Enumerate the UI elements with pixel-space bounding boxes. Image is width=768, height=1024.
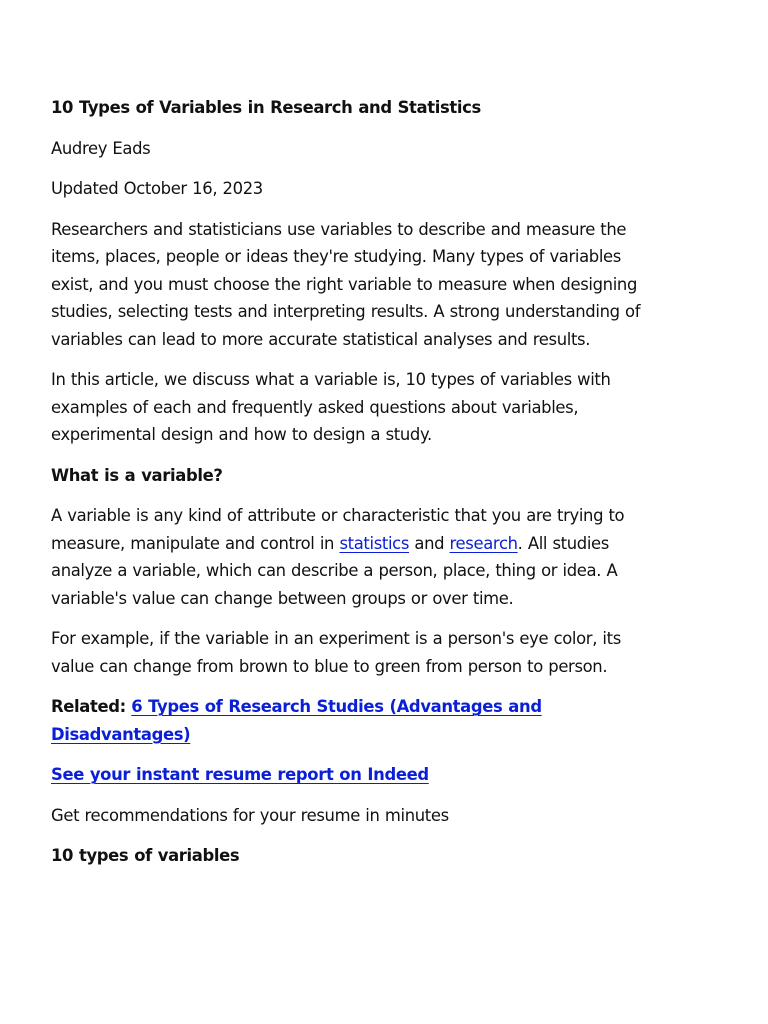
statistics-link[interactable]: statistics [339,533,410,553]
definition-text-after: . All studies analyze a variable, which can describe a person, place, thing or idea. A variable's value can change between groups or over time. [51,533,618,608]
research-link[interactable]: research [449,533,518,553]
definition-text-before: A variable is any kind of attribute or characteristic that you are trying to measure, manipulate and control in [51,506,625,553]
resume-subtext: Get recommendations for your resume in minutes [51,805,449,825]
resume-report-line [51,761,671,789]
definition-paragraph [51,502,661,612]
article-title: 10 Types of Variables in Research and Statistics [51,98,481,117]
types-heading: 10 types of variables [51,846,240,865]
updated-date: Updated October 16, 2023 [51,179,263,198]
overview-paragraph: In this article, we discuss what a variable is, 10 types of variables with examples of each and frequently asked questions about variables, experimental design and how to design a study. [51,370,611,444]
resume-report-link[interactable]: See your instant resume report on Indeed [51,765,429,784]
related-article-link[interactable]: 6 Types of Research Studies (Advantages and Disadvantages) [51,697,542,744]
author-name: Audrey Eads [51,138,151,158]
definition-text-and: and [409,533,450,553]
intro-paragraph: Researchers and statisticians use variables to describe and measure the items, places, people or ideas they're studying. Many types of variables exist, and you must choose the right variable to measure when designing studies, selecting tests and interpreting results. A strong understanding of variables can lead to more accurate statistical analyses and results. [51,219,641,349]
article [51,94,671,883]
related-line [51,693,671,748]
related-label: Related: [51,697,126,716]
example-paragraph: For example, if the variable in an experiment is a person's eye color, its value can change from brown to blue to green from person to person. [51,629,621,676]
section-heading: What is a variable? [51,465,223,485]
